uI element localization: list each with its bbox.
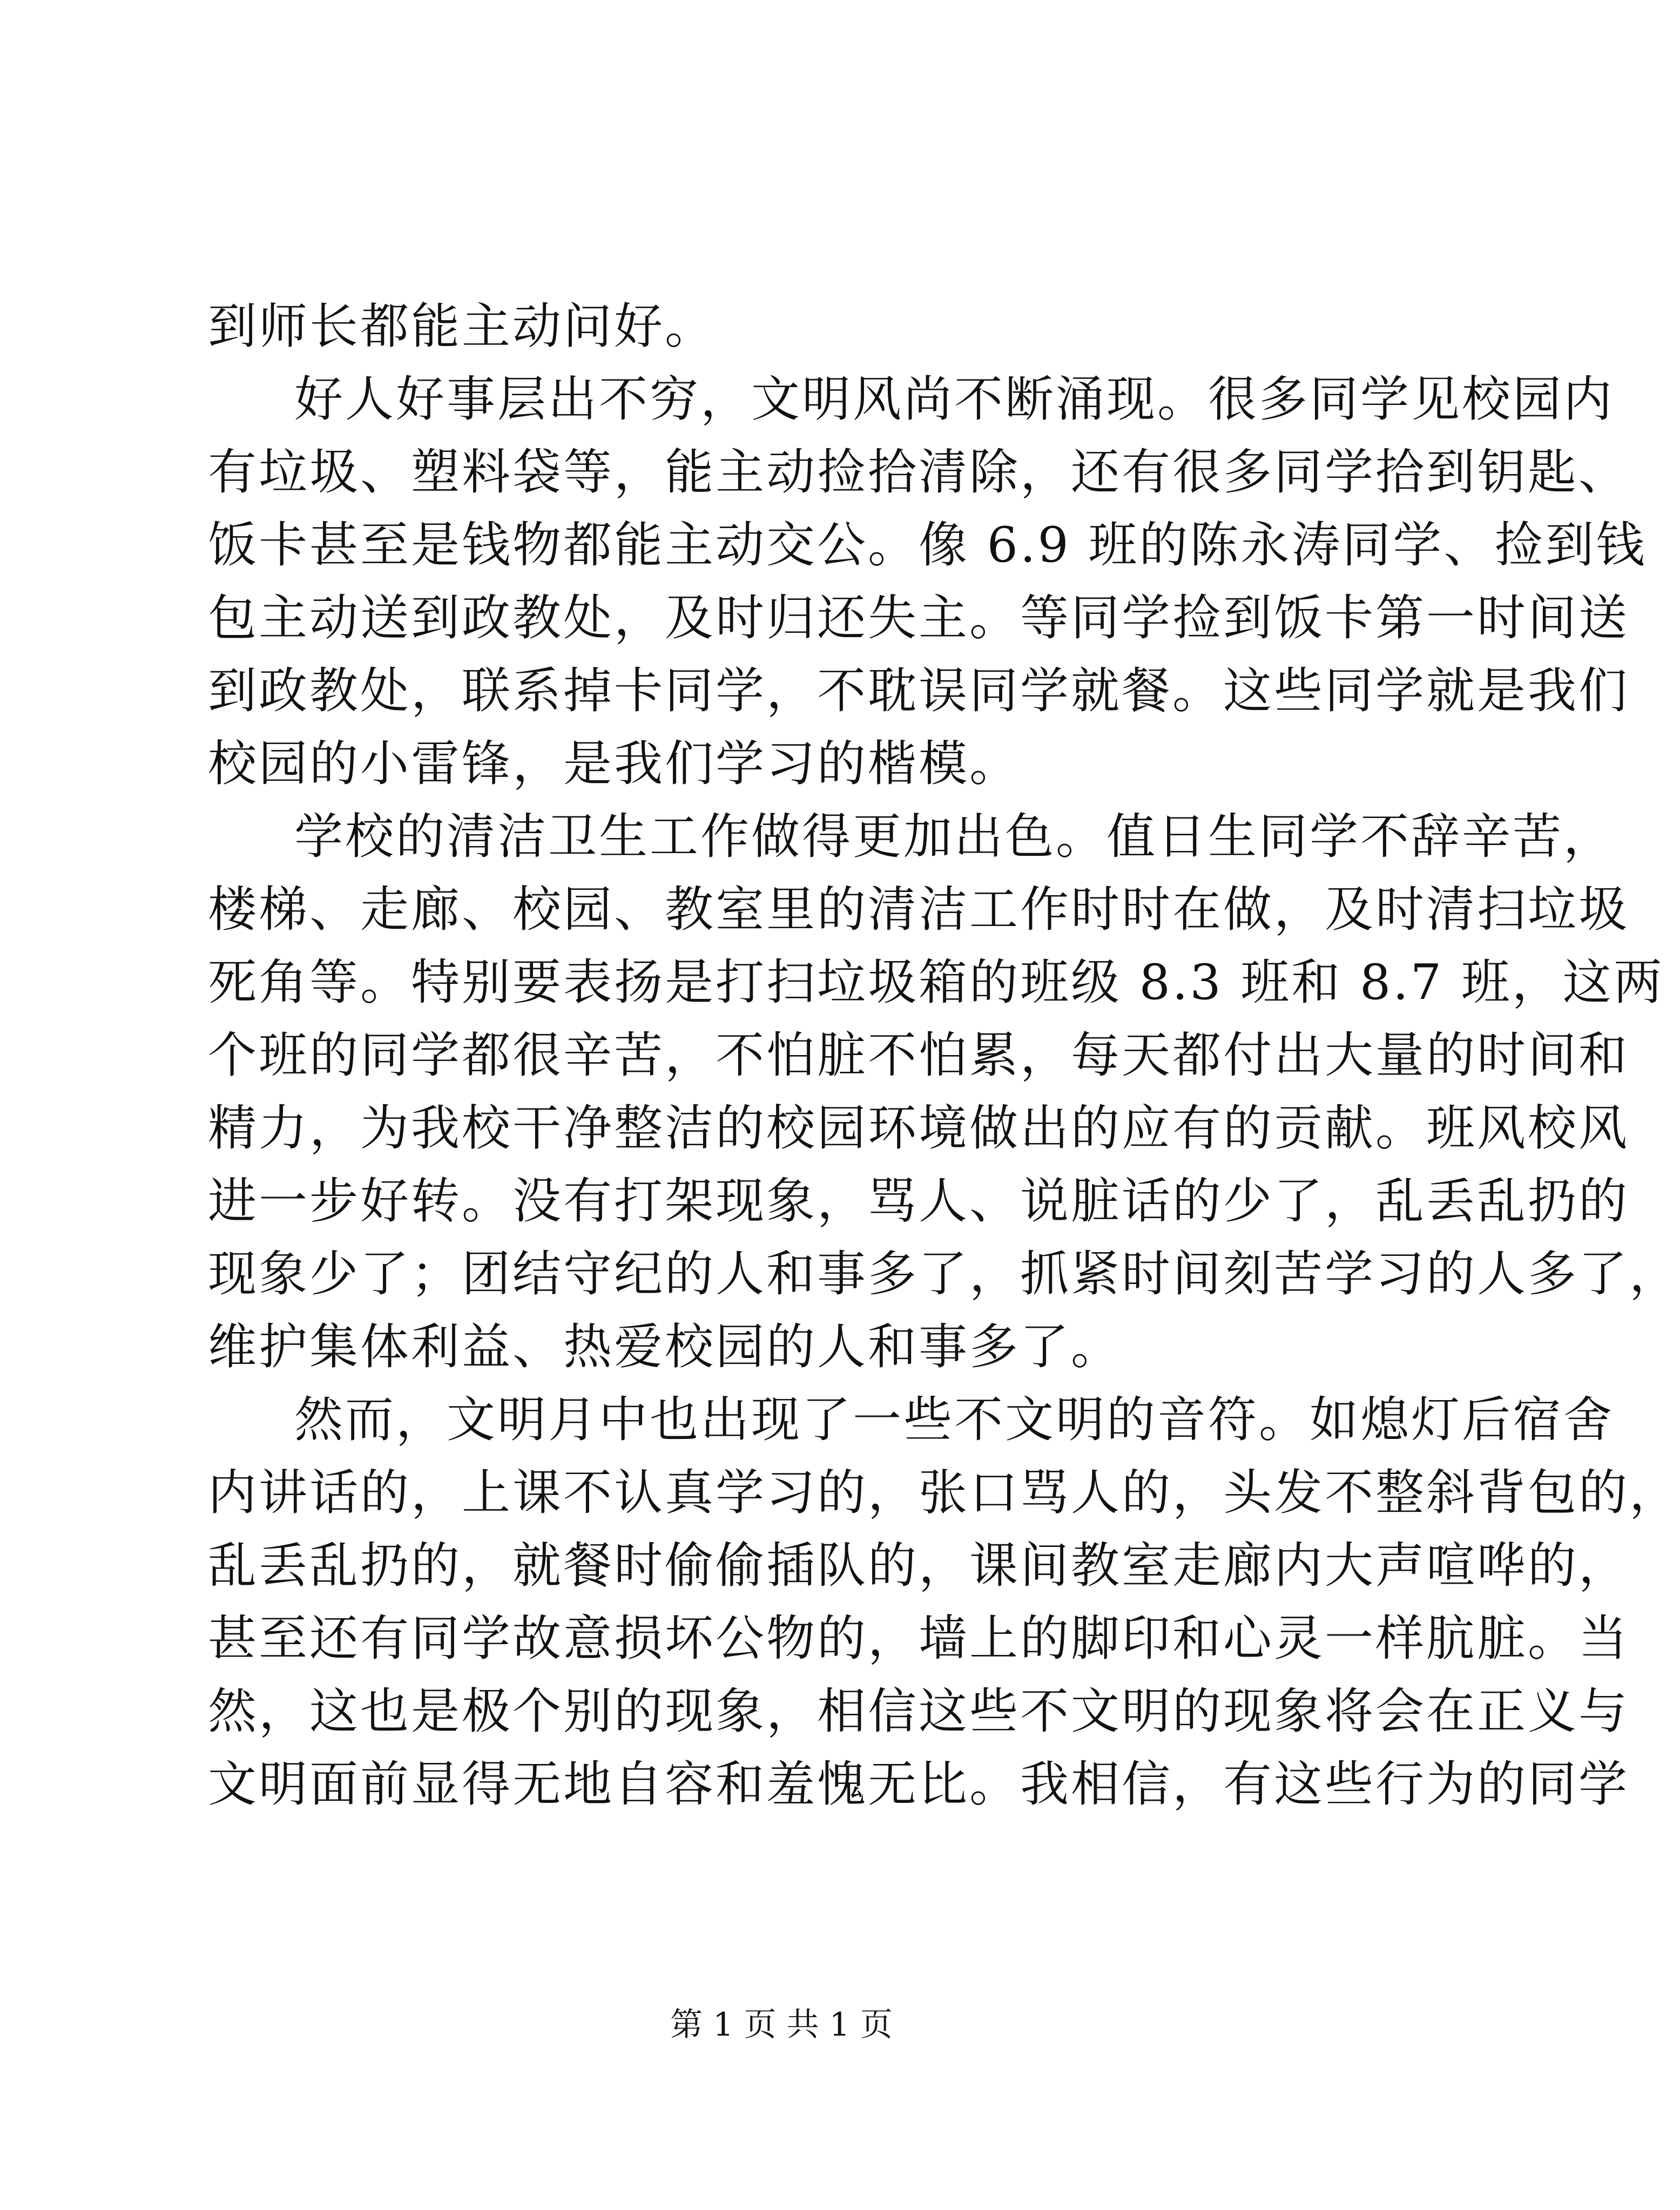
text-line: 个班的同学都很辛苦，不怕脏不怕累，每天都付出大量的时间和 [208,1027,1629,1084]
text-line: 到政教处，联系掉卡同学，不耽误同学就餐。这些同学就是我们 [208,663,1629,719]
text-line: 包主动送到政教处，及时归还失主。等同学捡到饭卡第一时间送 [208,590,1629,646]
text-line: 现象少了；团结守纪的人和事多了，抓紧时间刻苦学习的人多了， [208,1246,1680,1302]
text-line: 然而，文明月中也出现了一些不文明的音符。如熄灯后宿舍 [294,1391,1614,1448]
text-line: 文明面前显得无地自容和羞愧无比。我相信，有这些行为的同学 [208,1756,1629,1813]
text-line: 甚至还有同学故意损坏公物的，墙上的脚印和心灵一样肮脏。当 [208,1610,1629,1667]
text-line: 乱丢乱扔的，就餐时偷偷插队的，课间教室走廊内大声喧哗的， [208,1537,1629,1594]
text-line: 内讲话的，上课不认真学习的，张口骂人的，头发不整斜背包的， [208,1464,1680,1521]
page-number-footer: 第 1 页 共 1 页 [670,2006,893,2044]
text-line: 校园的小雷锋，是我们学习的楷模。 [208,735,1020,792]
text-line: 学校的清洁卫生工作做得更加出色。值日生同学不辞辛苦， [294,808,1614,865]
text-line: 精力，为我校干净整洁的校园环境做出的应有的贡献。班风校风 [208,1100,1629,1157]
text-line: 到师长都能主动问好。 [208,298,716,355]
text-line: 然，这也是极个别的现象，相信这些不文明的现象将会在正义与 [208,1683,1629,1740]
text-line: 进一步好转。没有打架现象，骂人、说脏话的少了，乱丢乱扔的 [208,1173,1629,1229]
text-line: 楼梯、走廊、校园、教室里的清洁工作时时在做，及时清扫垃圾 [208,881,1629,938]
text-line: 好人好事层出不穷，文明风尚不断涌现。很多同学见校园内 [294,371,1614,428]
text-line: 维护集体利益、热爱校园的人和事多了。 [208,1319,1122,1375]
text-line: 死角等。特别要表扬是打扫垃圾箱的班级 8.3 班和 8.7 班，这两 [208,954,1664,1011]
text-line: 有垃圾、塑料袋等，能主动捡拾清除，还有很多同学拾到钥匙、 [208,444,1629,501]
text-line: 饭卡甚至是钱物都能主动交公。像 6.9 班的陈永涛同学、捡到钱 [208,517,1647,573]
